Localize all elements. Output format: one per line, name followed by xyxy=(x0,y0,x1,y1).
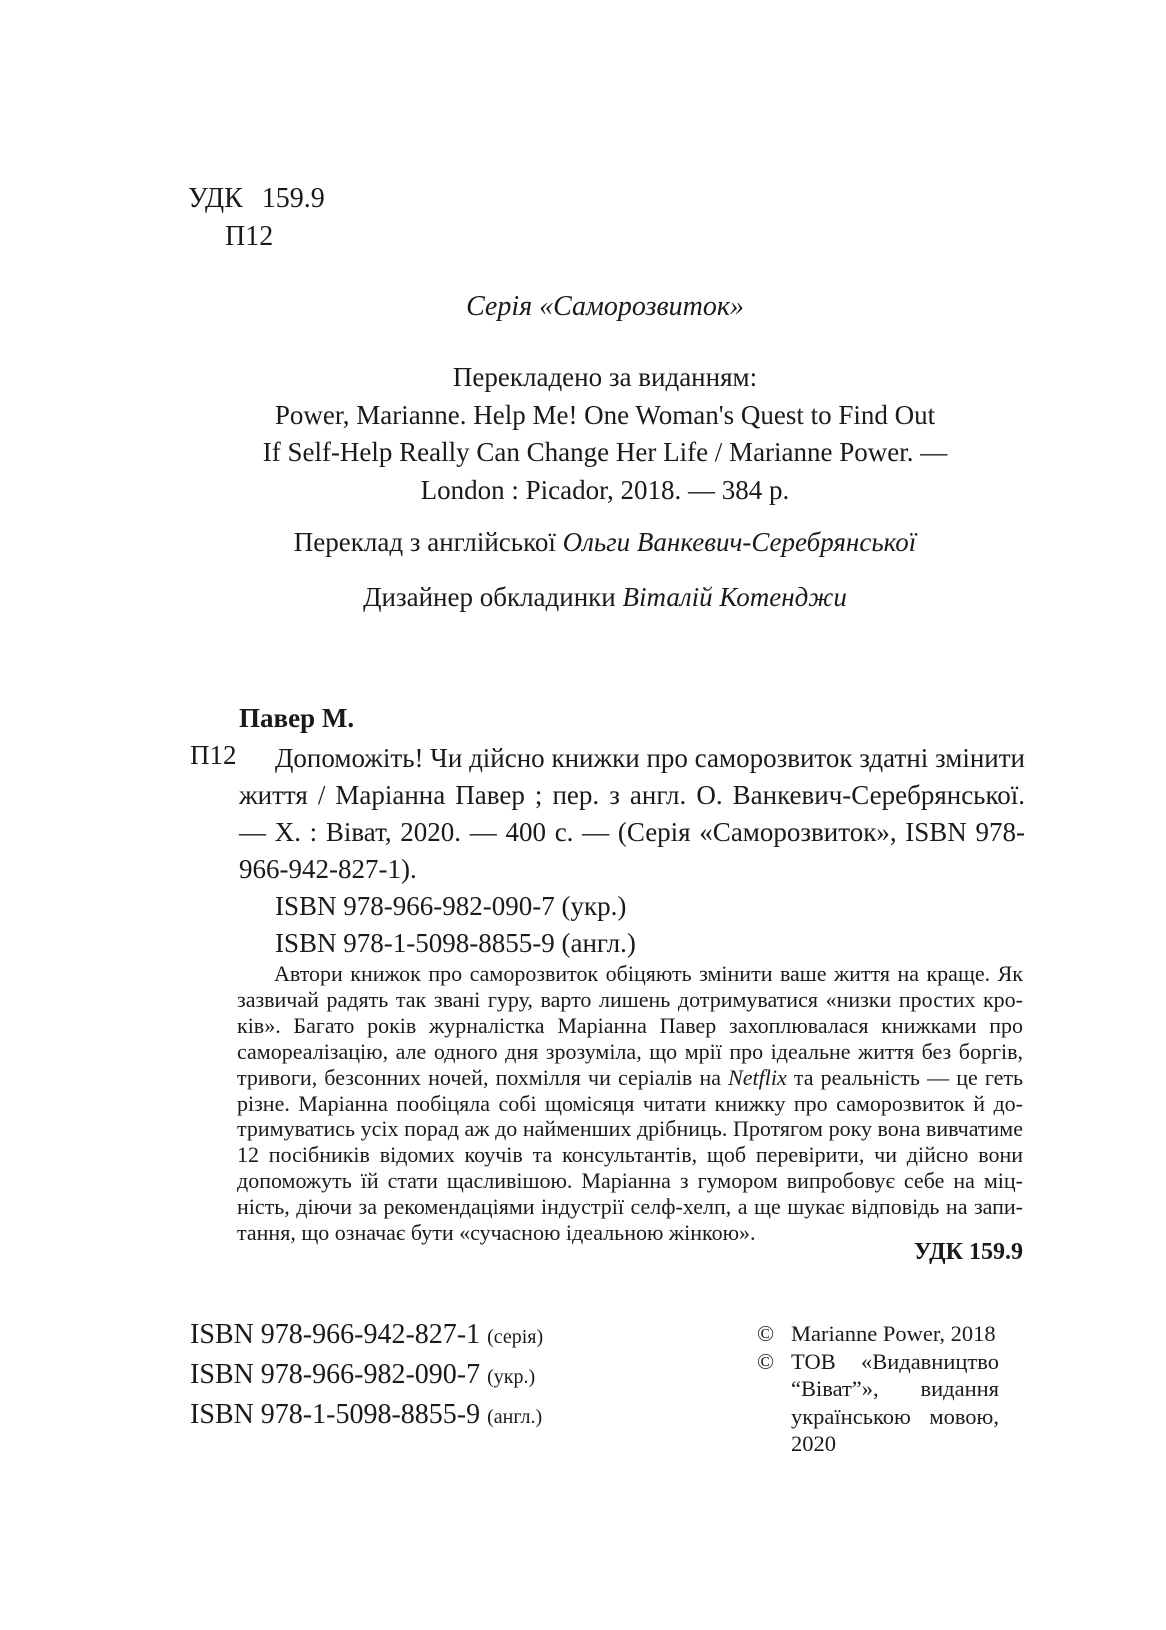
isbn-item xyxy=(190,1357,543,1397)
isbn-number: ISBN 978-966-942-827-1 xyxy=(190,1319,481,1350)
catalog-author: Павер М. xyxy=(239,703,355,733)
annotation-text-2: та реальність — це геть різне. Маріанна пообіцяла собі щомісяця читати книжку про саморозвиток й дотримуватись усіх порад аж до найменших дрібниць. Протягом року вона вивчатиме 12 посібників відомих коучів та консультантів, щоб перевірити, чи дійсно вони допоможуть їй стати щасливішою. Маріанна з гумором випробовує себе на міцність, діючи за рекомендаціями індустрії селф-хелп, а ще шукає відповідь на запитання, що означає бути «сучасною ідеальною жінкою». xyxy=(237,1064,1023,1246)
isbn-note: (англ.) xyxy=(487,1406,543,1428)
udk-bottom-number: УДК 159.9 xyxy=(913,1239,1023,1265)
cover-designer-credit xyxy=(187,582,1023,613)
copyright-text: ТОВ «Видавництво “Віват”», видання українською мовою, 2020 xyxy=(791,1348,999,1456)
designer-name: Віталій Котенджи xyxy=(622,582,847,612)
copyright-symbol: © xyxy=(757,1348,775,1374)
catalog-isbn-eng: ISBN 978-1-5098-8855-9 (англ.) xyxy=(275,928,636,958)
edition-source-line: London : Picador, 2018. — 384 p. xyxy=(420,474,790,505)
isbn-note: (укр.) xyxy=(487,1366,536,1388)
annotation-paragraph xyxy=(237,961,1023,1246)
udk-author-sign: П12 xyxy=(225,221,274,252)
isbn-note: (серія) xyxy=(487,1326,544,1348)
series-note: Серія «Саморозвиток» xyxy=(466,291,744,322)
copyright-symbol: © xyxy=(757,1321,775,1346)
isbn-list xyxy=(190,1317,543,1437)
catalog-isbn-ukr: ISBN 978-966-982-090-7 (укр.) xyxy=(275,891,627,921)
copyright-list xyxy=(757,1320,999,1458)
edition-heading: Перекладено за виданням: xyxy=(452,362,758,392)
isbn-number: ISBN 978-1-5098-8855-9 xyxy=(190,1399,481,1430)
translator-label: Переклад з англійської xyxy=(293,527,563,557)
copyright-item xyxy=(757,1348,999,1458)
udk-classification-number: УДК 159.9 xyxy=(188,183,325,214)
annotation-text-1: Автори книжок про саморозвиток обіцяють змінити ваше життя на краще. Як зазвичай радять так звані гуру, варто лишень дотримуватися «низки простих кроків». Багато років журналістка Маріанна Павер захоплювалася книжками про самореалізацію, але одного дня зрозуміла, що мрії про ідеальне життя без боргів, тривоги, безсонних ночей, похмілля чи серіалів на xyxy=(237,961,1023,1090)
translator-credit xyxy=(187,527,1023,558)
edition-statement xyxy=(187,359,1023,509)
edition-source-line: Power, Marianne. Help Me! One Woman's Quest to Find Out xyxy=(274,399,936,430)
catalog-author-sign: П12 xyxy=(190,740,237,770)
copyright-item xyxy=(757,1320,999,1348)
isbn-item xyxy=(190,1317,543,1357)
designer-label: Дизайнер обкладинки xyxy=(363,582,623,612)
catalog-card xyxy=(239,740,1025,962)
translator-name: Ольги Ванкевич-Серебрянської xyxy=(562,527,917,557)
edition-source-line: If Self-Help Really Can Change Her Life / Marianne Power. — xyxy=(262,437,948,467)
catalog-description: Допоможіть! Чи дійсно книжки про саморозвиток здатні змінити життя / Маріанна Павер ; пер. з англ. О. Ванкевич-Серебрянської. — Х. : Віват, 2020. — 400 с. — (Серія «Саморозвиток», ISBN 978-966-942-827-1). xyxy=(239,743,1025,884)
isbn-item xyxy=(190,1397,543,1437)
netflix-title: Netflix xyxy=(728,1064,787,1090)
isbn-number: ISBN 978-966-982-090-7 xyxy=(190,1359,481,1390)
copyright-text: Marianne Power, 2018 xyxy=(791,1321,996,1346)
